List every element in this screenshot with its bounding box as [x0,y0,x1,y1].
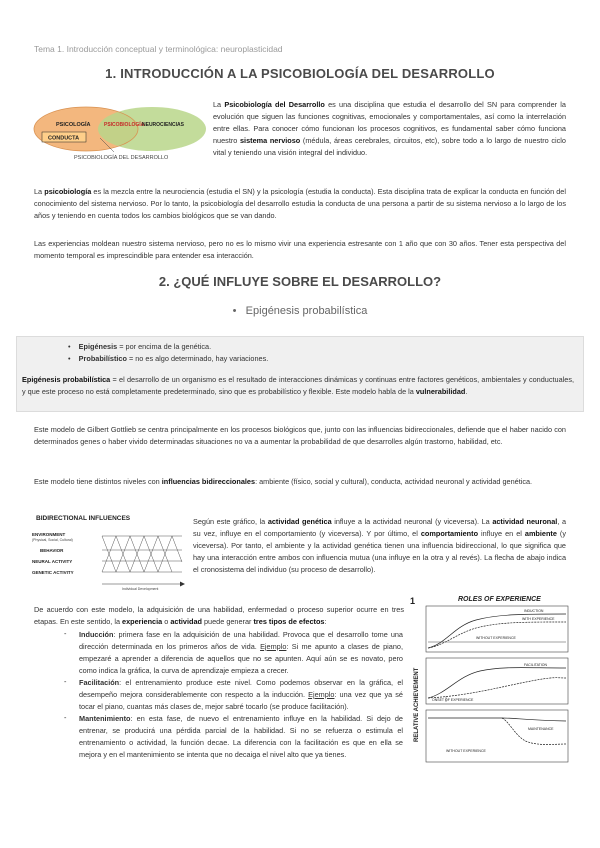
gottlieb-paragraph-2: Este modelo tiene distintos niveles con influencias bidireccionales: ambiente (físico, social y cultural), conducta, actividad neuronal y actividad genética. [34,477,533,486]
svg-text:WITHOUT EXPERIENCE: WITHOUT EXPERIENCE [476,636,516,640]
bidir-level-genetic: GENETIC ACTIVITY [32,570,74,575]
venn-bottom-label: CONDUCTA [48,135,80,142]
bidir-level-environment-sub: (Physical, Social, Cultural) [32,538,73,542]
bidir-lattice [102,536,182,572]
venn-caption: PSICOBIOLOGÍA DEL DESARROLLO [74,155,169,161]
roles-graph-facilitation [426,658,568,704]
roles-y-axis-label: RELATIVE ACHIEVEMENT [414,667,420,742]
section-2-subtitle: • Epigénesis probabilística [232,305,368,317]
roles-corner-mark: 1 [410,596,416,606]
venn-diagram [30,102,210,164]
roles-of-experience-figure [406,592,572,770]
bidir-level-behavior: BEHAVIOR [40,548,64,553]
bidir-level-neural: NEURAL ACTIVITY [32,559,73,564]
roles-graph-induction [426,606,568,652]
bidir-arrow-label: Individual Development [122,587,159,591]
svg-text:ONSET OF EXPERIENCE: ONSET OF EXPERIENCE [432,698,474,702]
bullet-probabilistico: • Probabilístico = no es algo determinado, hay variaciones. [68,354,269,363]
gottlieb-paragraph-1: Este modelo de Gilbert Gottlieb se centra principalmente en los procesos biológicos que, junto con las influencias bidireccionales, defiende que el haber nacido con determinados genes o haber vivido determinadas situaciones no va a aumentar la probabilidad de que desarrolles algún trastorno, habilidad, etc. [34,425,566,446]
venn-mid-label: PSICOBIOLOGÍA [104,122,145,128]
svg-text:WITHOUT EXPERIENCE: WITHOUT EXPERIENCE [446,749,486,753]
running-header: Tema 1. Introducción conceptual y terminológica: neuroplasticidad [34,44,283,54]
definition-paragraph: Epigénesis probabilística = el desarrollo de un organismo es el resultado de interacciones dinámicas y continuas entre factores genéticos, ambientales y conductuales, y que este proceso no está completamente predeterminado, sino que es probabilístico y flexible. Este modelo habla de la vulnerabilidad. [22,375,574,396]
venn-left-label: PSICOLOGÍA [56,122,91,128]
intro-paragraph-3: Las experiencias moldean nuestro sistema nervioso, pero no es lo mismo vivir una experiencia estresante con 1 año que con 30 años. Tener esta perspectiva del momento temporal es imprescindible para entender esa interacción. [34,239,566,260]
svg-text:WITH EXPERIENCE: WITH EXPERIENCE [522,617,555,621]
roles-graph-maintenance [426,710,568,762]
effect-induction: Inducción: primera fase en la adquisición de una habilidad. Provoca que el desarrollo tome una dirección determinada en los primeros años de vida. Ejemplo: Si me apunto a clases de piano, empezaré a aprender a diferencia de aquellos que no se apunten. Aquí aún se es novato, pero como indica la gráfica, la curva de aprendizaje empieza a crecer. [79,630,403,675]
bullet-epigenesis: • Epigénesis = por encima de la genética. [68,342,212,351]
effects-intro: De acuerdo con este modelo, la adquisición de una habilidad, enfermedad o proceso superior ocurre en tres etapas. En este sentido, la experiencia o actividad puede generar tres tipos de efectos: [34,605,404,626]
neuroscience-ellipse [98,107,206,151]
section-2-title: 2. ¿QUÉ INFLUYE SOBRE EL DESARROLLO? [158,274,442,289]
effect-maintenance: Mantenimiento: en esta fase, de nuevo el entrenamiento influye en la habilidad. Si dejo de entrenar, se producirá una pérdida parcial de la habilidad. Si no se refuerza o estimula el entrenamiento o actividad, la función decae. La diferencia con la facilitación es que en ella se mejora y en el mantenimiento se intenta que no decaiga el nivel alto que ya tienes. [79,714,403,759]
roles-title: ROLES OF EXPERIENCE [458,596,541,603]
section-1-title: 1. INTRODUCCIÓN A LA PSICOBIOLOGÍA DEL DESARROLLO [105,66,495,81]
bidir-level-environment: ENVIRONMENT [32,532,66,537]
intro-paragraph-2: La psicobiología es la mezcla entre la neurociencia (estudia el SN) y la psicología (estudia la conducta). Esta disciplina trata de explicar la conducta en función del conocimiento del sistema nervioso. Por lo tanto, la psicobiología del desarrollo estudia la conducta de una persona a partir de su sistema nervioso a lo largo de los años y teniendo en cuenta todos los cambios biológicos que se van dando. [34,187,566,220]
effect-facilitation: Facilitación: el entrenamiento produce este nivel. Como podemos observar en la gráfica, el desempeño mejora considerablemente con respecto a la inducción. Ejemplo: una vez que ya sé tocar el piano, cuantas más clases de, mejor sabré tocarlo (se produce facilitación). [79,678,403,711]
graph-description-paragraph: Según este gráfico, la actividad genética influye a la actividad neuronal (y viceversa). La actividad neuronal, a su vez, influye en el comportamiento (y viceversa). Y por último, el comportamiento influye en el ambiente (y viceversa). Por tanto, el ambiente y la actividad genética tienen una influencia bidireccional, lo que significa que hay una interacción entre ambos con influencia mutua (una influye en la otra y al revés). La flecha de abajo indica el cronosistema del individuo (su proceso de desarrollo). [193,517,567,574]
bidir-title: BIDIRECTIONAL INFLUENCES [36,515,131,522]
svg-text:INDUCTION: INDUCTION [524,609,544,613]
bidirectional-influences-figure [30,510,190,592]
intro-paragraph-1: La Psicobiología del Desarrollo es una disciplina que estudia el desarrollo del SN para comprender la evolución que siguen las funciones cognitivas, emocionales y comportamentales, así como la interrelación entre ellas. Para conocer cómo funcionan los procesos cognitivos, es fundamental saber cómo funciona nuestro sistema nervioso (médula, áreas cerebrales, circuitos, etc), sobre todo a lo largo de nuestro ciclo vital y teniendo una visión integral del individuo. [213,100,566,157]
svg-text:MAINTENANCE: MAINTENANCE [528,727,554,731]
venn-right-label: NEUROCIENCIAS [142,122,184,128]
svg-text:FACILITATION: FACILITATION [524,663,548,667]
